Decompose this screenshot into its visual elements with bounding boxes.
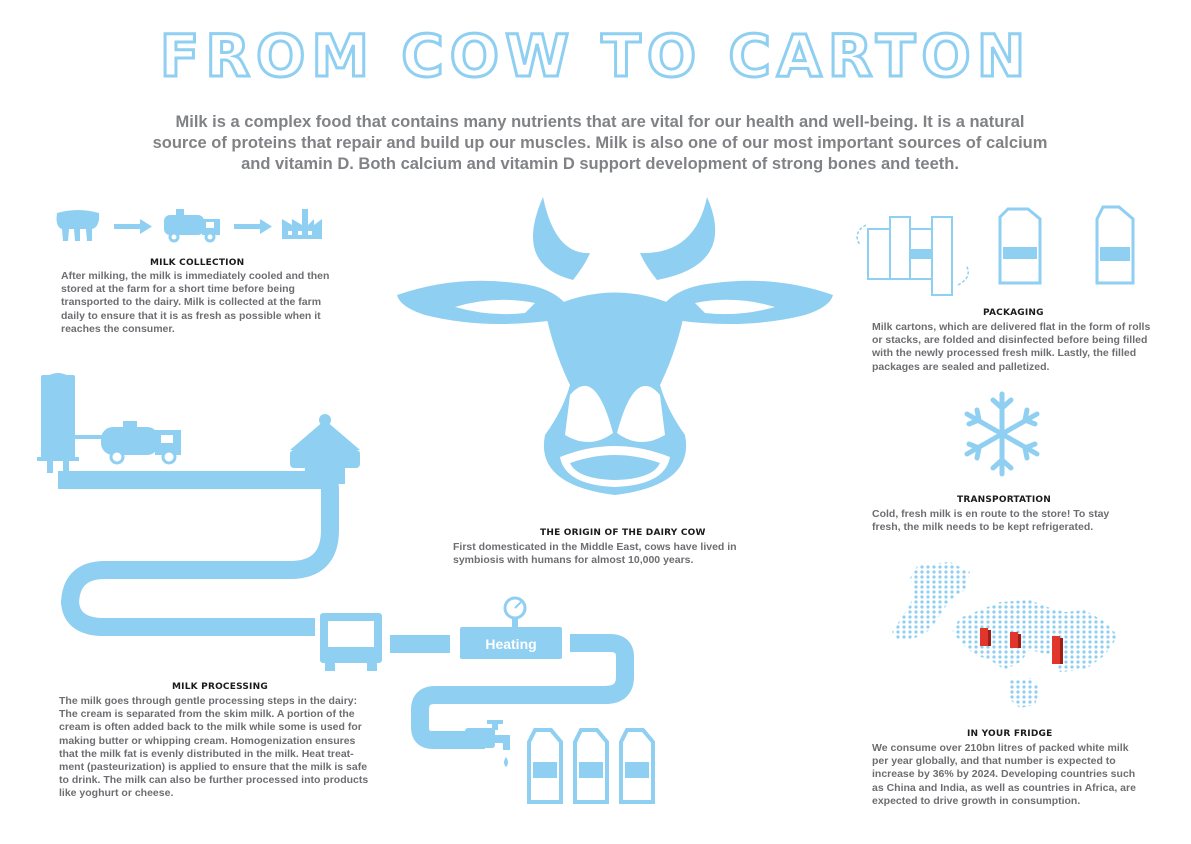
packaging-body: Milk cartons, which are delivered flat in the form of rolls or stacks, are folded and disinfected before being filled with the newly processed fresh milk. Lastly, the filled packages are sealed and palletized. — [872, 321, 1151, 373]
transportation-body: Cold, fresh milk is en route to the store! To stay fresh, the milk needs to be kept refrigerated. — [872, 508, 1110, 534]
map-bar — [980, 628, 991, 646]
arrow-icon — [234, 219, 272, 234]
udder-icon — [57, 210, 100, 241]
collection-icons — [52, 205, 332, 245]
processing-body: The milk goes through gentle processing steps in the dairy: The cream is separated from the skim milk. A portion of the cream is often added back to the milk while some is used for making butter or whipping cream. Homogenization ensures that the milk fat is evenly distributed in the milk. Heat treat-ment (pasteurization) is applied to ensure that the milk is safe to drink. The milk can also be further processed into products like yoghurt or cheese. — [59, 695, 369, 800]
packaging-icons — [848, 205, 1148, 300]
packaging-heading: PACKAGING — [983, 308, 1044, 318]
transportation-heading: TRANSPORTATION — [957, 495, 1051, 505]
page-title: FROM COW TO CARTON — [159, 22, 1032, 90]
tanker-truck-icon — [101, 421, 181, 463]
homogenizer-icon — [320, 613, 382, 671]
milk-cartons — [525, 728, 660, 806]
world-map-icon — [890, 560, 1125, 710]
milk-carton-icon — [621, 730, 653, 802]
milk-carton-icon — [1000, 209, 1040, 283]
tap-icon — [465, 720, 510, 767]
flat-carton-icon — [857, 217, 968, 295]
gauge-icon — [505, 598, 525, 627]
silo-icon — [37, 373, 109, 473]
fridge-heading: IN YOUR FRIDGE — [967, 729, 1053, 739]
fridge-body: We consume over 210bn litres of packed white milk per year globally, and that number is expected to increase by 36% by 2024. Developing countries such as China and India, as well as countries in Africa, are expected to drive growth in consumption. — [872, 742, 1136, 807]
factory-icon — [282, 209, 322, 239]
heating-label: Heating — [485, 636, 537, 652]
arrow-icon — [114, 219, 152, 234]
snowflake-icon — [955, 390, 1050, 478]
processing-heading: MILK PROCESSING — [172, 682, 268, 692]
tanker-truck-icon — [164, 209, 220, 241]
collection-heading: MILK COLLECTION — [150, 258, 245, 268]
intro-text: Milk is a complex food that contains many nutrients that are vital for our health and well-being. It is a natural source of proteins that repair and build up our muscles. Milk is also one of our most important sources of calcium and vitamin D. Both calcium and vitamin D support development of strong bones and teeth. — [152, 113, 1048, 173]
milk-carton-icon — [1097, 207, 1133, 283]
milk-carton-icon — [529, 730, 561, 802]
map-bar — [1052, 636, 1063, 664]
map-bar — [1010, 632, 1021, 648]
collection-body: After milking, the milk is immediately cooled and then stored at the farm for a short time before being transported to the dairy. Milk is collected at the farm daily to ensure that it is as fresh as possible when it reaches the consumer. — [61, 270, 330, 335]
origin-body: First domesticated in the Middle East, cows have lived in symbiosis with humans for almost 10,000 years. — [453, 541, 737, 567]
origin-heading: THE ORIGIN OF THE DAIRY COW — [540, 528, 706, 538]
milk-carton-icon — [575, 730, 607, 802]
